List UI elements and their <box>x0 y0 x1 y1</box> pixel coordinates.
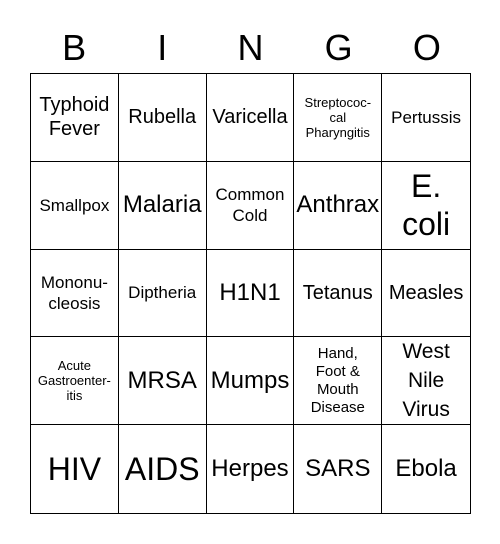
header-letter-o: O <box>412 27 441 68</box>
bingo-cell[interactable] <box>119 162 207 250</box>
bingo-cell[interactable] <box>119 425 207 513</box>
bingo-header <box>30 22 471 74</box>
cell-label: MRSA <box>127 366 197 394</box>
bingo-cell[interactable] <box>294 250 382 338</box>
cell-label: E. coli <box>402 168 451 243</box>
bingo-cell[interactable] <box>119 337 207 425</box>
bingo-cell[interactable] <box>31 162 119 250</box>
bingo-cell[interactable] <box>119 74 207 162</box>
bingo-cell[interactable] <box>382 74 470 162</box>
cell-label: Acute Gastroenter- itis <box>37 358 111 404</box>
cell-label: Streptococ- cal Pharyngitis <box>304 94 372 140</box>
cell-label: Typhoid Fever <box>39 94 110 141</box>
bingo-cell[interactable] <box>31 425 119 513</box>
bingo-cell[interactable] <box>294 162 382 250</box>
bingo-cell[interactable] <box>207 337 295 425</box>
cell-label: Smallpox <box>39 195 110 215</box>
cell-label: AIDS <box>124 451 200 488</box>
bingo-cell[interactable] <box>31 74 119 162</box>
cell-label: Pertussis <box>391 107 462 127</box>
cell-label: H1N1 <box>219 278 281 306</box>
bingo-cell[interactable] <box>207 425 295 513</box>
cell-label: SARS <box>305 455 371 483</box>
cell-label: Measles <box>388 281 464 304</box>
header-letter-b: B <box>62 27 87 68</box>
bingo-cell[interactable] <box>294 337 382 425</box>
cell-label: West Nile Virus <box>402 340 450 422</box>
bingo-cell[interactable] <box>382 162 470 250</box>
bingo-cell[interactable] <box>294 425 382 513</box>
header-letter-g: G <box>324 27 353 68</box>
cell-label: Ebola <box>395 455 457 483</box>
cell-label: Diptheria <box>128 283 197 303</box>
cell-label: Mumps <box>210 366 290 394</box>
bingo-grid <box>30 73 471 514</box>
bingo-cell[interactable] <box>119 250 207 338</box>
cell-label: Mononu- cleosis <box>40 272 108 313</box>
cell-label: HIV <box>47 451 102 488</box>
bingo-cell[interactable] <box>207 250 295 338</box>
cell-label: Common Cold <box>215 185 285 226</box>
bingo-cell[interactable] <box>207 162 295 250</box>
cell-label: Hand, Foot & Mouth Disease <box>310 344 365 416</box>
cell-label: Herpes <box>211 455 289 483</box>
bingo-cell[interactable] <box>294 74 382 162</box>
bingo-cell[interactable] <box>31 250 119 338</box>
bingo-cell[interactable] <box>382 250 470 338</box>
cell-label: Malaria <box>122 191 202 219</box>
header-letter-i: I <box>157 27 168 68</box>
cell-label: Rubella <box>128 106 197 129</box>
bingo-cell[interactable] <box>207 74 295 162</box>
cell-label: Tetanus <box>302 281 373 304</box>
bingo-cell[interactable] <box>382 425 470 513</box>
cell-label: Varicella <box>212 106 288 129</box>
bingo-cell[interactable] <box>382 337 470 425</box>
cell-label: Anthrax <box>296 191 380 219</box>
bingo-cell[interactable] <box>31 337 119 425</box>
header-letter-n: N <box>237 27 264 68</box>
